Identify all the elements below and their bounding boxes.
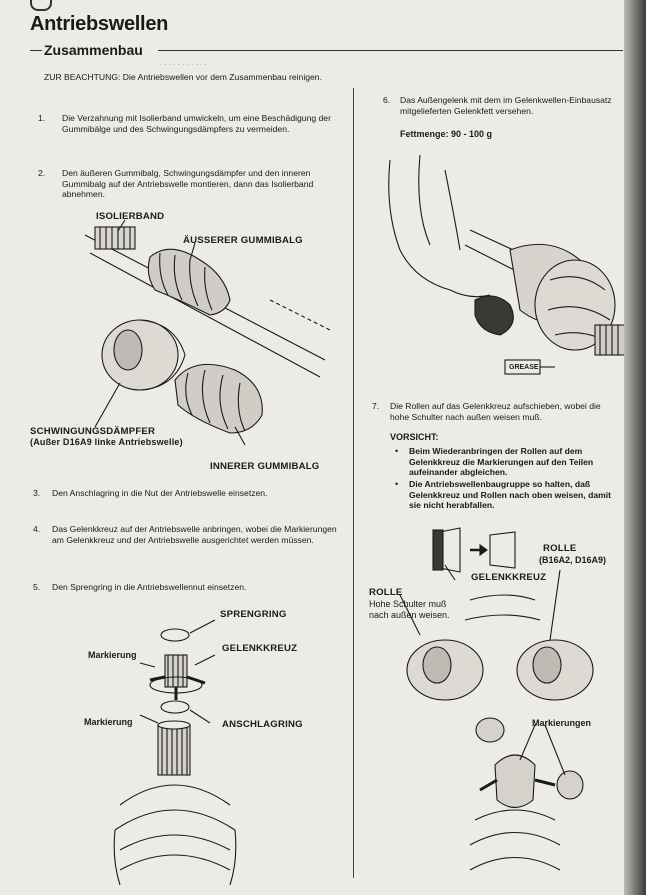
fettmenge: Fettmenge: 90 - 100 g xyxy=(400,129,493,139)
bullet-dot: • xyxy=(395,446,399,456)
step-text: Die Verzahnung mit Isolierband umwickeln, um eine Beschädigung der Gummibälge und des Schwingungsdämpfers zu vermeiden. xyxy=(62,113,331,134)
step-text: Die Rollen auf das Gelenkkreuz aufschieben, wobei die hohe Schulter nach außen weisen muß. xyxy=(390,401,601,422)
vorsicht-heading: VORSICHT: xyxy=(390,432,439,442)
label-rolle-right-note: (B16A2, D16A9) xyxy=(539,555,607,565)
label-rolle-left: ROLLE xyxy=(369,587,403,598)
logo-fragment xyxy=(30,0,52,11)
bleed-through: . . . . . . . . . . . xyxy=(160,58,207,67)
step-text: Den Sprengring in die Antriebswellennut einsetzen. xyxy=(52,582,247,592)
step-text: Den äußeren Gummibalg, Schwingungsdämpfer und den inneren Gummibalg auf der Antriebswelle montieren, dann das Isolierband abnehmen. xyxy=(62,168,314,199)
step-number: 1. xyxy=(38,113,46,123)
label-markierung: Markierung xyxy=(88,650,137,660)
step-number: 6. xyxy=(383,95,391,105)
step-number: 7. xyxy=(372,401,380,411)
column-divider xyxy=(353,88,354,878)
label-isolierband: ISOLIERBAND xyxy=(96,211,165,222)
label-rolle-left-note: Hohe Schulter muß nach außen weisen. xyxy=(369,599,450,620)
label-sprengring: SPRENGRING xyxy=(220,609,287,620)
label-daempfer-note: (Außer D16A9 linke Antriebswelle) xyxy=(30,437,183,447)
label-schwingungsdaempfer: SCHWINGUNGSDÄMPFER xyxy=(30,426,156,437)
step-number: 5. xyxy=(33,582,41,592)
step-text: Den Anschlagring in die Nut der Antriebswelle einsetzen. xyxy=(52,488,268,498)
label-gelenkkreuz: GELENKKREUZ xyxy=(222,643,298,654)
figure-greasing xyxy=(360,150,625,385)
page-edge-shadow xyxy=(624,0,646,895)
label-markierungen: Markierungen xyxy=(532,718,592,728)
vorsicht-bullet: Die Antriebswellenbaugruppe so halten, daß Gelenkkreuz und Rollen nach oben weisen, damit sie nicht herabfallen. xyxy=(409,479,611,510)
label-innerer-gummibalg: INNERER GUMMIBALG xyxy=(210,461,320,472)
step-number: 2. xyxy=(38,168,46,178)
label-gelenkkreuz-right: GELENKKREUZ xyxy=(471,572,547,583)
label-aeusserer-gummibalg: ÄUSSERER GUMMIBALG xyxy=(183,235,303,246)
label-rolle-right: ROLLE xyxy=(543,543,577,554)
section-rule-left xyxy=(30,50,42,51)
step-text: Das Außengelenk mit dem im Gelenkwellen-Einbausatz mitgelieferten Gelenkfett versehen. xyxy=(400,95,612,116)
step-text: Das Gelenkkreuz auf der Antriebswelle anbringen, wobei die Markierungen am Gelenkkreuz und der Antriebswelle ausgerichtet werden müssen. xyxy=(52,524,337,545)
note-zur-beachtung: ZUR BEACHTUNG: Die Antriebswellen vor dem Zusammenbau reinigen. xyxy=(44,72,322,82)
step-number: 3. xyxy=(33,488,41,498)
step-number: 4. xyxy=(33,524,41,534)
label-anschlagring: ANSCHLAGRING xyxy=(222,719,303,730)
section-rule-right xyxy=(158,50,623,51)
page-title: Antriebswellen xyxy=(30,13,169,35)
vorsicht-bullet: Beim Wiederanbringen der Rollen auf dem Gelenkkreuz die Markierungen auf den Teilen aufeinander abgleichen. xyxy=(409,446,594,477)
bullet-dot: • xyxy=(395,479,399,489)
section-title: Zusammenbau xyxy=(44,42,143,58)
label-grease: GREASE xyxy=(509,364,539,371)
label-markierung: Markierung xyxy=(84,717,133,727)
